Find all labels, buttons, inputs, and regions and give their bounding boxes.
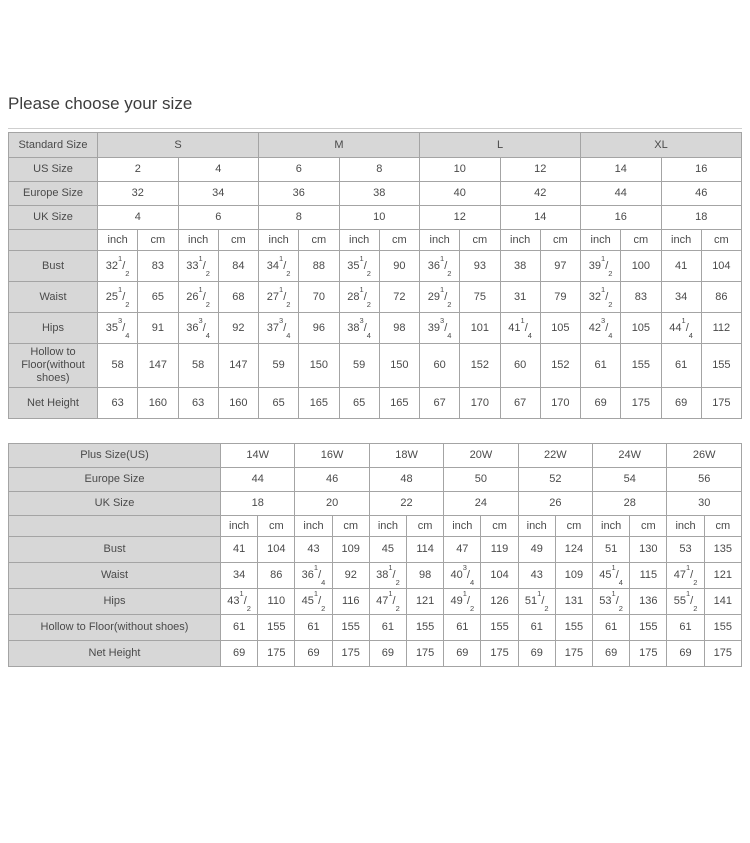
size-value-cell: 12 bbox=[500, 158, 581, 182]
measure-value-cell: $28^1/_2$ bbox=[339, 282, 379, 313]
unit-header-cell: cm bbox=[555, 516, 592, 537]
size-value-cell: 8 bbox=[259, 206, 340, 230]
measure-value-cell: $47^1/_2$ bbox=[369, 589, 406, 615]
measure-value-cell: 92 bbox=[218, 313, 258, 344]
measure-value-cell: $39^3/_4$ bbox=[420, 313, 460, 344]
size-value-cell: 28 bbox=[593, 492, 667, 516]
measure-value-cell: 34 bbox=[221, 563, 258, 589]
row-label-cell: Net Height bbox=[9, 388, 98, 419]
measure-value-cell: 170 bbox=[460, 388, 500, 419]
unit-header-cell: cm bbox=[332, 516, 369, 537]
size-group-cell: 14W bbox=[221, 444, 295, 468]
unit-header-cell: cm bbox=[701, 230, 741, 251]
size-group-cell: 18W bbox=[369, 444, 443, 468]
unit-header-cell: inch bbox=[98, 230, 138, 251]
size-value-cell: 24 bbox=[444, 492, 518, 516]
measure-value-cell: 175 bbox=[407, 641, 444, 667]
measure-value-cell: 88 bbox=[299, 251, 339, 282]
measure-value-cell: $41^1/_4$ bbox=[500, 313, 540, 344]
measure-value-cell: 121 bbox=[407, 589, 444, 615]
size-value-cell: 14 bbox=[500, 206, 581, 230]
measure-value-cell: 69 bbox=[369, 641, 406, 667]
measure-value-cell: 105 bbox=[540, 313, 580, 344]
measure-value-cell: 114 bbox=[407, 537, 444, 563]
measure-value-cell: 43 bbox=[518, 563, 555, 589]
size-value-cell: 32 bbox=[98, 182, 179, 206]
measure-value-cell: $29^1/_2$ bbox=[420, 282, 460, 313]
size-value-cell: 6 bbox=[259, 158, 340, 182]
measure-value-cell: 83 bbox=[138, 251, 178, 282]
measure-value-cell: 155 bbox=[621, 344, 661, 388]
measure-value-cell: 86 bbox=[701, 282, 741, 313]
measure-value-cell: $32^1/_2$ bbox=[581, 282, 621, 313]
measure-value-cell: 69 bbox=[444, 641, 481, 667]
measure-value-cell: 63 bbox=[178, 388, 218, 419]
measure-value-cell: 79 bbox=[540, 282, 580, 313]
measure-value-cell: 175 bbox=[704, 641, 741, 667]
measure-value-cell: 175 bbox=[701, 388, 741, 419]
row-label-cell: US Size bbox=[9, 158, 98, 182]
measure-value-cell: 41 bbox=[661, 251, 701, 282]
measure-value-cell: 65 bbox=[138, 282, 178, 313]
size-value-cell: 8 bbox=[339, 158, 420, 182]
row-label-cell: Waist bbox=[9, 282, 98, 313]
unit-header-cell: cm bbox=[138, 230, 178, 251]
measure-value-cell: 61 bbox=[295, 615, 332, 641]
measure-value-cell: $40^3/_4$ bbox=[444, 563, 481, 589]
measure-value-cell: 175 bbox=[258, 641, 295, 667]
divider bbox=[8, 128, 742, 129]
row-label-cell: UK Size bbox=[9, 492, 221, 516]
measure-value-cell: 69 bbox=[581, 388, 621, 419]
size-value-cell: 44 bbox=[581, 182, 662, 206]
row-label-cell: Hips bbox=[9, 313, 98, 344]
measure-value-cell: 93 bbox=[460, 251, 500, 282]
measure-value-cell: 175 bbox=[481, 641, 518, 667]
row-label-cell: Europe Size bbox=[9, 182, 98, 206]
unit-header-cell: cm bbox=[621, 230, 661, 251]
unit-header-cell: cm bbox=[407, 516, 444, 537]
measure-value-cell: $49^1/_2$ bbox=[444, 589, 481, 615]
size-value-cell: 54 bbox=[593, 468, 667, 492]
measure-value-cell: 175 bbox=[555, 641, 592, 667]
size-value-cell: 52 bbox=[518, 468, 592, 492]
unit-header-cell: cm bbox=[540, 230, 580, 251]
measure-value-cell: 110 bbox=[258, 589, 295, 615]
measure-value-cell: 170 bbox=[540, 388, 580, 419]
measure-value-cell: $26^1/_2$ bbox=[178, 282, 218, 313]
measure-value-cell: 69 bbox=[295, 641, 332, 667]
size-group-label-cell: Plus Size(US) bbox=[9, 444, 221, 468]
measure-value-cell: 121 bbox=[704, 563, 741, 589]
measure-value-cell: $27^1/_2$ bbox=[259, 282, 299, 313]
size-value-cell: 56 bbox=[667, 468, 742, 492]
unit-header-cell: inch bbox=[339, 230, 379, 251]
measure-value-cell: 72 bbox=[379, 282, 419, 313]
measure-value-cell: 51 bbox=[593, 537, 630, 563]
size-value-cell: 36 bbox=[259, 182, 340, 206]
size-value-cell: 22 bbox=[369, 492, 443, 516]
measure-value-cell: 59 bbox=[259, 344, 299, 388]
unit-header-cell: cm bbox=[379, 230, 419, 251]
unit-header-cell: inch bbox=[661, 230, 701, 251]
measure-value-cell: 38 bbox=[500, 251, 540, 282]
measure-value-cell: 155 bbox=[258, 615, 295, 641]
size-value-cell: 4 bbox=[178, 158, 259, 182]
unit-header-cell: cm bbox=[704, 516, 741, 537]
measure-value-cell: 175 bbox=[332, 641, 369, 667]
measure-value-cell: 75 bbox=[460, 282, 500, 313]
measure-value-cell: 155 bbox=[555, 615, 592, 641]
page-title: Please choose your size bbox=[8, 94, 193, 113]
measure-value-cell: 65 bbox=[259, 388, 299, 419]
measure-value-cell: 130 bbox=[630, 537, 667, 563]
measure-value-cell: 60 bbox=[420, 344, 460, 388]
measure-value-cell: 69 bbox=[221, 641, 258, 667]
measure-value-cell: 105 bbox=[621, 313, 661, 344]
measure-value-cell: 69 bbox=[667, 641, 704, 667]
measure-value-cell: 112 bbox=[701, 313, 741, 344]
unit-header-cell: cm bbox=[258, 516, 295, 537]
measure-value-cell: $55^1/_2$ bbox=[667, 589, 704, 615]
measure-value-cell: 69 bbox=[661, 388, 701, 419]
measure-value-cell: 91 bbox=[138, 313, 178, 344]
row-label-cell: Hollow to Floor(without shoes) bbox=[9, 615, 221, 641]
measure-value-cell: $37^3/_4$ bbox=[259, 313, 299, 344]
row-label-cell: Bust bbox=[9, 537, 221, 563]
measure-value-cell: 61 bbox=[581, 344, 621, 388]
measure-value-cell: 61 bbox=[369, 615, 406, 641]
measure-value-cell: 100 bbox=[621, 251, 661, 282]
measure-value-cell: 68 bbox=[218, 282, 258, 313]
measure-value-cell: 70 bbox=[299, 282, 339, 313]
measure-value-cell: 67 bbox=[420, 388, 460, 419]
size-value-cell: 40 bbox=[420, 182, 501, 206]
measure-value-cell: 61 bbox=[221, 615, 258, 641]
measure-value-cell: 97 bbox=[540, 251, 580, 282]
measure-value-cell: 49 bbox=[518, 537, 555, 563]
measure-value-cell: 160 bbox=[138, 388, 178, 419]
size-group-cell: 24W bbox=[593, 444, 667, 468]
size-value-cell: 46 bbox=[661, 182, 742, 206]
measure-value-cell: 41 bbox=[221, 537, 258, 563]
size-value-cell: 2 bbox=[98, 158, 179, 182]
measure-value-cell: $53^1/_2$ bbox=[593, 589, 630, 615]
measure-value-cell: 69 bbox=[593, 641, 630, 667]
size-value-cell: 18 bbox=[661, 206, 742, 230]
size-value-cell: 38 bbox=[339, 182, 420, 206]
measure-value-cell: $35^1/_2$ bbox=[339, 251, 379, 282]
size-value-cell: 16 bbox=[581, 206, 662, 230]
size-guide-page bbox=[0, 93, 750, 667]
unit-header-cell: inch bbox=[420, 230, 460, 251]
unit-header-cell: cm bbox=[299, 230, 339, 251]
measure-value-cell: 61 bbox=[444, 615, 481, 641]
size-value-cell: 10 bbox=[339, 206, 420, 230]
measure-value-cell: 109 bbox=[332, 537, 369, 563]
unit-header-cell: cm bbox=[460, 230, 500, 251]
measure-value-cell: 147 bbox=[218, 344, 258, 388]
measure-value-cell: 147 bbox=[138, 344, 178, 388]
measure-value-cell: 98 bbox=[407, 563, 444, 589]
unit-header-cell: inch bbox=[369, 516, 406, 537]
size-value-cell: 50 bbox=[444, 468, 518, 492]
size-group-cell: 16W bbox=[295, 444, 369, 468]
measure-value-cell: 136 bbox=[630, 589, 667, 615]
measure-value-cell: 152 bbox=[460, 344, 500, 388]
size-group-cell: S bbox=[98, 133, 259, 158]
measure-value-cell: 98 bbox=[379, 313, 419, 344]
measure-value-cell: 84 bbox=[218, 251, 258, 282]
measure-value-cell: 90 bbox=[379, 251, 419, 282]
measure-value-cell: 43 bbox=[295, 537, 332, 563]
measure-value-cell: $47^1/_2$ bbox=[667, 563, 704, 589]
size-value-cell: 30 bbox=[667, 492, 742, 516]
measure-value-cell: 175 bbox=[630, 641, 667, 667]
measure-value-cell: $39^1/_2$ bbox=[581, 251, 621, 282]
size-group-cell: XL bbox=[581, 133, 742, 158]
measure-value-cell: $44^1/_4$ bbox=[661, 313, 701, 344]
measure-value-cell: 61 bbox=[661, 344, 701, 388]
size-value-cell: 12 bbox=[420, 206, 501, 230]
unit-header-cell: inch bbox=[500, 230, 540, 251]
measure-value-cell: 150 bbox=[299, 344, 339, 388]
unit-header-cell: inch bbox=[581, 230, 621, 251]
size-value-cell: 44 bbox=[221, 468, 295, 492]
measure-value-cell: $38^1/_2$ bbox=[369, 563, 406, 589]
unit-header-cell: inch bbox=[518, 516, 555, 537]
measure-value-cell: 115 bbox=[630, 563, 667, 589]
measure-value-cell: $45^1/_2$ bbox=[295, 589, 332, 615]
measure-value-cell: 104 bbox=[258, 537, 295, 563]
size-value-cell: 14 bbox=[581, 158, 662, 182]
measure-value-cell: 155 bbox=[701, 344, 741, 388]
measure-value-cell: $36^3/_4$ bbox=[178, 313, 218, 344]
row-label-cell: Net Height bbox=[9, 641, 221, 667]
size-value-cell: 46 bbox=[295, 468, 369, 492]
size-group-cell: M bbox=[259, 133, 420, 158]
measure-value-cell: $45^1/_4$ bbox=[593, 563, 630, 589]
size-value-cell: 34 bbox=[178, 182, 259, 206]
measure-value-cell: 67 bbox=[500, 388, 540, 419]
size-value-cell: 4 bbox=[98, 206, 179, 230]
unit-header-cell: inch bbox=[259, 230, 299, 251]
measure-value-cell: $38^3/_4$ bbox=[339, 313, 379, 344]
row-label-cell: Europe Size bbox=[9, 468, 221, 492]
row-label-cell: UK Size bbox=[9, 206, 98, 230]
empty-corner-cell bbox=[9, 230, 98, 251]
row-label-cell: Bust bbox=[9, 251, 98, 282]
standard-size-table bbox=[8, 132, 742, 419]
unit-header-cell: cm bbox=[481, 516, 518, 537]
measure-value-cell: 135 bbox=[704, 537, 741, 563]
unit-header-cell: inch bbox=[221, 516, 258, 537]
measure-value-cell: 119 bbox=[481, 537, 518, 563]
measure-value-cell: $33^1/_2$ bbox=[178, 251, 218, 282]
unit-header-cell: inch bbox=[444, 516, 481, 537]
measure-value-cell: 86 bbox=[258, 563, 295, 589]
measure-value-cell: 104 bbox=[701, 251, 741, 282]
measure-value-cell: 175 bbox=[621, 388, 661, 419]
measure-value-cell: $42^3/_4$ bbox=[581, 313, 621, 344]
measure-value-cell: 59 bbox=[339, 344, 379, 388]
measure-value-cell: $51^1/_2$ bbox=[518, 589, 555, 615]
measure-value-cell: 96 bbox=[299, 313, 339, 344]
measure-value-cell: $43^1/_2$ bbox=[221, 589, 258, 615]
unit-header-cell: inch bbox=[178, 230, 218, 251]
measure-value-cell: 34 bbox=[661, 282, 701, 313]
measure-value-cell: 165 bbox=[379, 388, 419, 419]
size-group-cell: L bbox=[420, 133, 581, 158]
measure-value-cell: 126 bbox=[481, 589, 518, 615]
size-value-cell: 6 bbox=[178, 206, 259, 230]
measure-value-cell: 155 bbox=[481, 615, 518, 641]
measure-value-cell: 61 bbox=[593, 615, 630, 641]
measure-value-cell: $36^1/_2$ bbox=[420, 251, 460, 282]
empty-corner-cell bbox=[9, 516, 221, 537]
size-value-cell: 18 bbox=[221, 492, 295, 516]
measure-value-cell: 155 bbox=[704, 615, 741, 641]
size-group-label-cell: Standard Size bbox=[9, 133, 98, 158]
measure-value-cell: 58 bbox=[178, 344, 218, 388]
unit-header-cell: inch bbox=[295, 516, 332, 537]
measure-value-cell: 61 bbox=[667, 615, 704, 641]
measure-value-cell: 165 bbox=[299, 388, 339, 419]
measure-value-cell: 63 bbox=[98, 388, 138, 419]
row-label-cell: Hips bbox=[9, 589, 221, 615]
row-label-cell: Waist bbox=[9, 563, 221, 589]
size-group-cell: 22W bbox=[518, 444, 592, 468]
measure-value-cell: 155 bbox=[630, 615, 667, 641]
measure-value-cell: 160 bbox=[218, 388, 258, 419]
measure-value-cell: 45 bbox=[369, 537, 406, 563]
measure-value-cell: 61 bbox=[518, 615, 555, 641]
size-group-cell: 26W bbox=[667, 444, 742, 468]
measure-value-cell: 83 bbox=[621, 282, 661, 313]
size-value-cell: 10 bbox=[420, 158, 501, 182]
measure-value-cell: 124 bbox=[555, 537, 592, 563]
measure-value-cell: 104 bbox=[481, 563, 518, 589]
measure-value-cell: 65 bbox=[339, 388, 379, 419]
measure-value-cell: $35^3/_4$ bbox=[98, 313, 138, 344]
unit-header-cell: inch bbox=[593, 516, 630, 537]
row-label-cell: Hollow to Floor(without shoes) bbox=[9, 344, 98, 388]
size-value-cell: 20 bbox=[295, 492, 369, 516]
unit-header-cell: cm bbox=[218, 230, 258, 251]
measure-value-cell: 116 bbox=[332, 589, 369, 615]
measure-value-cell: 141 bbox=[704, 589, 741, 615]
unit-header-cell: inch bbox=[667, 516, 704, 537]
measure-value-cell: 131 bbox=[555, 589, 592, 615]
measure-value-cell: 47 bbox=[444, 537, 481, 563]
measure-value-cell: 101 bbox=[460, 313, 500, 344]
measure-value-cell: 58 bbox=[98, 344, 138, 388]
measure-value-cell: $36^1/_4$ bbox=[295, 563, 332, 589]
measure-value-cell: $25^1/_2$ bbox=[98, 282, 138, 313]
measure-value-cell: $34^1/_2$ bbox=[259, 251, 299, 282]
unit-header-cell: cm bbox=[630, 516, 667, 537]
size-value-cell: 16 bbox=[661, 158, 742, 182]
size-value-cell: 48 bbox=[369, 468, 443, 492]
size-value-cell: 42 bbox=[500, 182, 581, 206]
measure-value-cell: 53 bbox=[667, 537, 704, 563]
measure-value-cell: 60 bbox=[500, 344, 540, 388]
measure-value-cell: 109 bbox=[555, 563, 592, 589]
measure-value-cell: 31 bbox=[500, 282, 540, 313]
measure-value-cell: 155 bbox=[407, 615, 444, 641]
size-group-cell: 20W bbox=[444, 444, 518, 468]
measure-value-cell: 92 bbox=[332, 563, 369, 589]
size-value-cell: 26 bbox=[518, 492, 592, 516]
measure-value-cell: $32^1/_2$ bbox=[98, 251, 138, 282]
measure-value-cell: 155 bbox=[332, 615, 369, 641]
measure-value-cell: 152 bbox=[540, 344, 580, 388]
measure-value-cell: 150 bbox=[379, 344, 419, 388]
plus-size-table bbox=[8, 443, 742, 667]
measure-value-cell: 69 bbox=[518, 641, 555, 667]
